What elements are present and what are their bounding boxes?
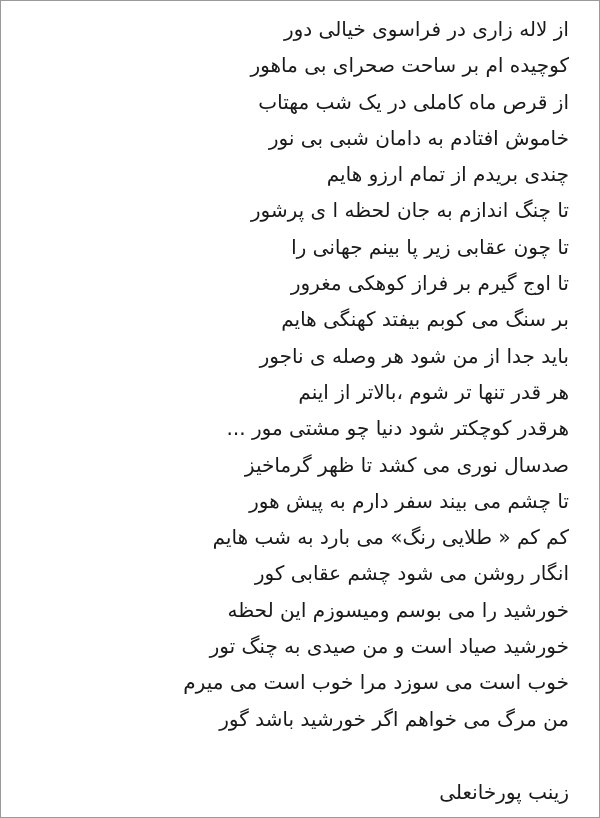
poem-line-14: تا چشم می بیند سفر دارم به پیش هور — [249, 488, 569, 513]
poem-line-12: هرقدر کوچکتر شود دنیا چو مشتی مور ... — [226, 416, 569, 441]
poem-line-1: از لاله زاری در فراسوی خیالی دور — [283, 17, 569, 41]
poem-line-9: بر سنگ می کوبم بیفتد کهنگی هایم — [281, 307, 569, 332]
author-signature: زینب پورخانعلی — [439, 780, 569, 804]
poem-line-3: از قرص ماه کاملی در یک شب مهتاب — [258, 89, 569, 114]
poem-body — [29, 11, 569, 737]
poem-line-16: انگار روشن می شود چشم عقابی کور — [254, 561, 569, 586]
poem-line-19: خوب است می سوزد مرا خوب است می میرم — [183, 670, 569, 695]
poem-line-8: تا اوج گیرم بر فراز کوهکی مغرور — [290, 271, 569, 296]
poem-line-10: باید جدا از من شود هر وصله ی ناجور — [259, 343, 569, 368]
poem-line-5: چندی بریدم از تمام ارزو هایم — [326, 162, 569, 187]
poem-line-7: تا چون عقابی زیر پا بینم جهانی را — [291, 234, 569, 259]
poem-line-13: صدسال نوری می کشد تا ظهر گرماخیز — [244, 452, 569, 477]
poem-line-17: خورشید را می بوسم ومیسوزم این لحظه — [227, 597, 569, 622]
poem-line-6: تا چنگ اندازم به جان لحظه ا ی پرشور — [250, 198, 569, 223]
poem-line-15: کم کم « طلایی رنگ» می بارد به شب هایم — [212, 525, 569, 550]
poem-line-4: خاموش افتادم به دامان شبی بی نور — [268, 125, 569, 150]
poem-line-11: هر قدر تنها تر شوم ،بالاتر از اینم — [298, 379, 569, 404]
poem-line-2: کوچیده ام بر ساحت صحرای بی ماهور — [250, 53, 569, 78]
poem-line-20: من مرگ می خواهم اگر خورشید باشد گور — [219, 706, 569, 731]
poem-line-18: خورشید صیاد است و من صیدی به چنگ تور — [209, 634, 569, 659]
